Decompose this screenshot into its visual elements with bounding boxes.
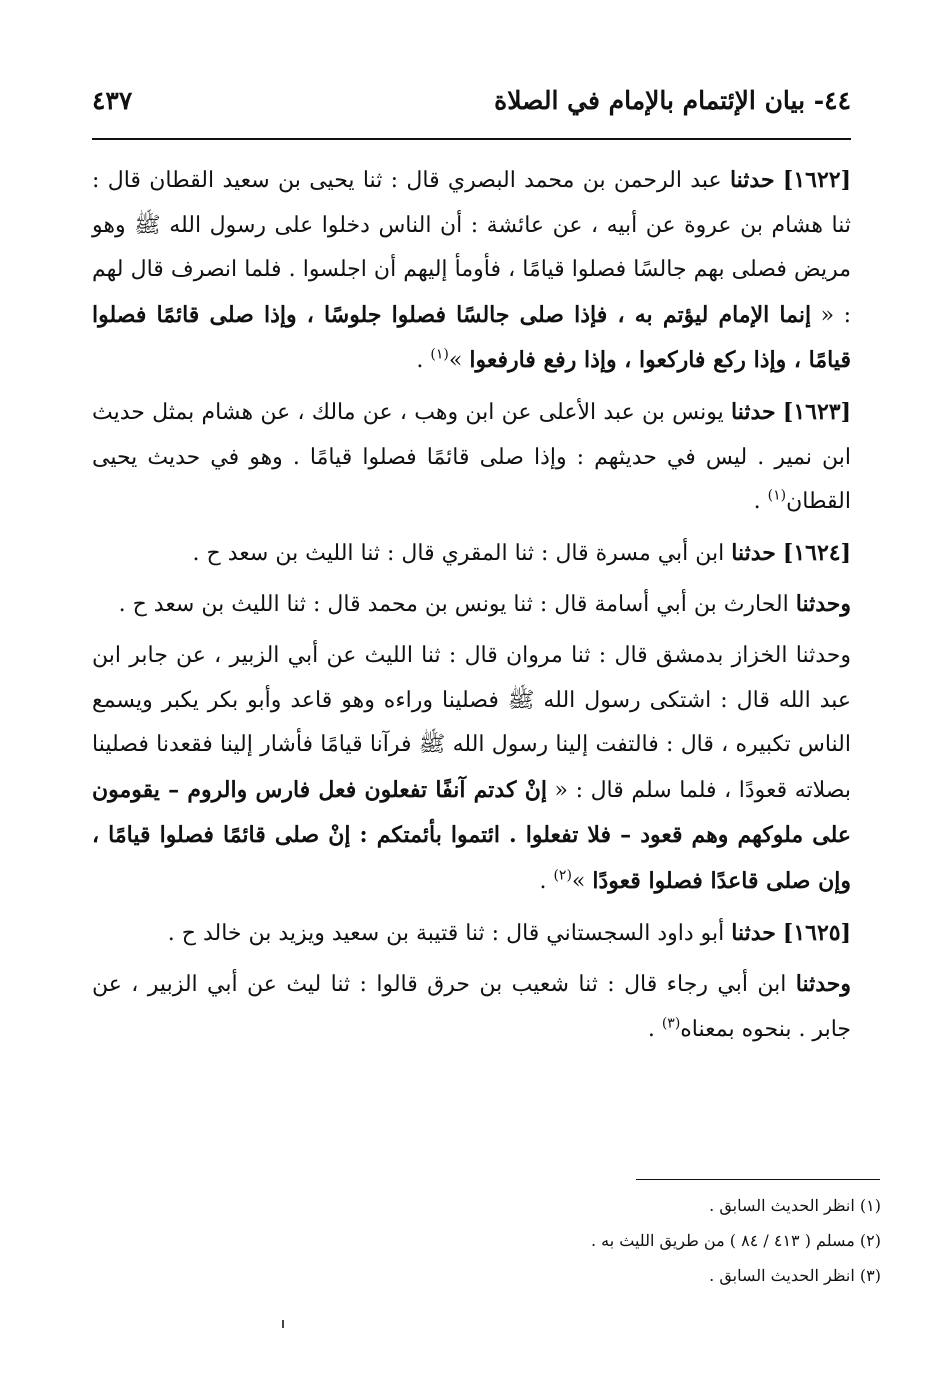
sentence-end: . (647, 1016, 662, 1042)
hadith-text: أبو داود السجستاني قال : ثنا قتيبة بن سعيد ويزيد بن خالد ح . (167, 920, 725, 946)
hadith-number: [١٦٢٥] (782, 919, 851, 946)
hadith-matn: إنما الإمام ليؤتم به ، فإذا صلى جالسًا فصلوا جلوسًا ، وإذا صلى قائمًا فصلوا قيامًا ، وإذا ركع فاركعوا ، وإذا رفع فارفعوا (92, 301, 851, 374)
print-speck (282, 1320, 284, 1328)
chapter-title: ٤٤- بيان الإئتمام بالإمام في الصلاة (494, 86, 851, 115)
footnote: (١) انظر الحديث السابق . (709, 1196, 881, 1215)
sentence-end: . (753, 489, 768, 515)
footnote: (٣) انظر الحديث السابق . (709, 1266, 881, 1285)
hadith-1624 (92, 531, 851, 577)
footnotes (92, 1188, 881, 1293)
hadith-text: ابن أبي رجاء قال : ثنا شعيب بن حرق قالوا : ثنا ليث عن أبي الزبير ، عن جابر . بنحوه بمعناه (92, 972, 851, 1042)
footnote-ref: (٢) (553, 867, 572, 884)
hadith-text: عبد الرحمن بن محمد البصري قال : ثنا يحيى بن سعيد القطان قال : ثنا هشام بن عروة عن أبيه ، عن عائشة : أن الناس دخلوا على رسول الله ﷺ وهو مريض فصلى بهم جالسًا فصلوا قيامًا ، فأومأ إليهم أن اجلسوا . فلما انصرف قال لهم : « (92, 168, 851, 328)
footnote-ref: (٣) (661, 1015, 681, 1032)
main-text (92, 158, 851, 1052)
hadith-1623 (92, 390, 851, 525)
page-number: ٤٣٧ (92, 86, 133, 115)
sentence-end: . (416, 348, 431, 374)
isnad-keyword: حدثنا (731, 539, 776, 566)
isnad-keyword: وحدثنا (795, 591, 851, 618)
hadith-number: [١٦٢٤] (782, 539, 851, 566)
hadith-text: يونس بن عبد الأعلى عن ابن وهب ، عن مالك ، عن هشام بمثل حديث ابن نمير . ليس في حديثهم : وإذا صلى قائمًا فصلوا قيامًا . وهو في حديث يحيى القطان (92, 399, 851, 515)
quote-close: » (448, 348, 463, 374)
hadith-matn: إنْ كدتم آنفًا تفعلون فعل فارس والروم – يقومون على ملوكهم وهم قعود – فلا تفعلوا . ائتموا بأئمتكم : إنْ صلى قائمًا فصلوا قيامًا ، وإن صلى قاعدًا فصلوا قعودًا (92, 776, 851, 894)
sentence-end: . (539, 868, 554, 894)
footnote-separator (636, 1179, 880, 1180)
hadith-text: ابن أبي مسرة قال : ثنا المقري قال : ثنا الليث بن سعد ح . (192, 540, 725, 566)
hadith-text: الحارث بن أبي أسامة قال : ثنا يونس بن محمد قال : ثنا الليث بن سعد ح . (118, 592, 789, 618)
footnote-ref: (١) (430, 347, 449, 364)
footnote-ref: (١) (767, 487, 787, 504)
isnad-keyword: حدثنا (731, 919, 776, 946)
isnad-keyword: وحدثنا (795, 971, 851, 998)
hadith-text: وحدثنا الخزاز بدمشق قال : ثنا مروان قال : ثنا الليث عن أبي الزبير ، عن جابر ابن عبد الله قال : اشتكى رسول الله ﷺ فصلينا وراءه وهو قاعد وأبو بكر يكبر ويسمع الناس تكبيره ، قال : فالتفت إلينا رسول الله ﷺ فرآنا قيامًا فأشار إلينا فقعدنا فصلينا بصلاته قعودًا ، فلما سلم قال : « (92, 642, 851, 803)
isnad-continuation (92, 634, 851, 905)
hadith-number: [١٦٢٣] (782, 398, 852, 425)
hadith-1622 (92, 158, 851, 384)
isnad-keyword: حدثنا (731, 398, 776, 425)
isnad-continuation (92, 962, 851, 1052)
header-rule (92, 138, 851, 140)
quote-close: » (571, 868, 586, 894)
hadith-1625 (92, 911, 851, 957)
running-header (92, 80, 851, 124)
isnad-keyword: حدثنا (729, 167, 775, 193)
isnad-continuation (92, 582, 851, 628)
hadith-number: [١٦٢٢] (782, 167, 852, 193)
footnote: (٢) مسلم ( ٤١٣ / ٨٤ ) من طريق الليث به . (590, 1231, 881, 1250)
